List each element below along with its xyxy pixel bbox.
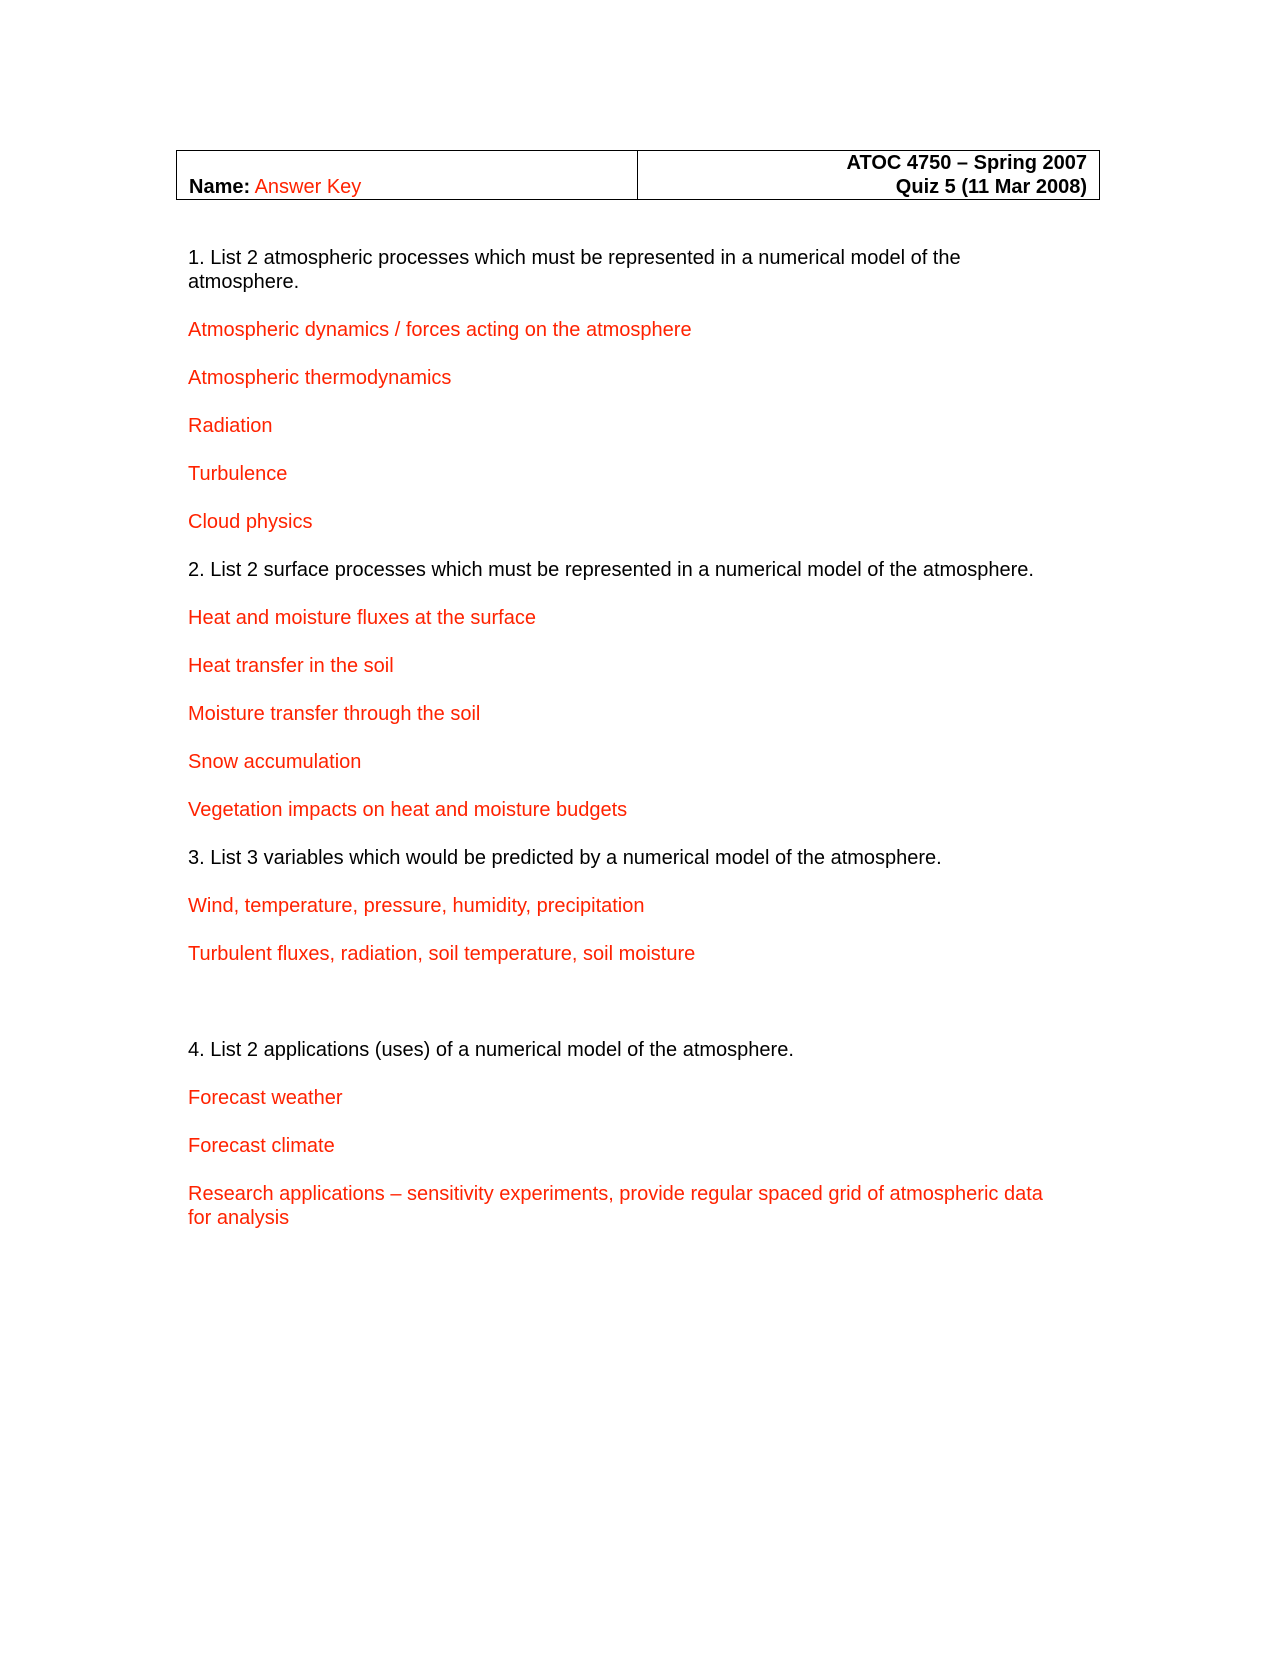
question-1-line-1: 1. List 2 atmospheric processes which must be represented in a numerical model of the — [188, 247, 961, 269]
answer-3-1: Wind, temperature, pressure, humidity, precipitation — [188, 895, 645, 917]
name-cell — [177, 151, 638, 200]
header-table — [176, 150, 1100, 200]
answer-4-2: Forecast climate — [188, 1135, 335, 1157]
answer-4-3-line-2: for analysis — [188, 1207, 290, 1229]
question-3: 3. List 3 variables which would be predicted by a numerical model of the atmosphere. — [188, 847, 942, 869]
name-value: Answer Key — [254, 176, 362, 198]
answer-4-3 — [188, 1182, 1088, 1230]
answer-3-2: Turbulent fluxes, radiation, soil temperature, soil moisture — [188, 943, 696, 965]
answer-2-4: Snow accumulation — [188, 751, 362, 773]
answer-2-1: Heat and moisture fluxes at the surface — [188, 607, 536, 629]
quiz-content — [188, 246, 1088, 1254]
answer-1-1: Atmospheric dynamics / forces acting on the atmosphere — [188, 319, 692, 341]
answer-4-1: Forecast weather — [188, 1087, 343, 1109]
question-4: 4. List 2 applications (uses) of a numerical model of the atmosphere. — [188, 1039, 794, 1061]
answer-2-5: Vegetation impacts on heat and moisture budgets — [188, 799, 628, 821]
name-label: Name: — [189, 176, 251, 198]
course-title: ATOC 4750 – Spring 2007 — [846, 152, 1087, 174]
question-2: 2. List 2 surface processes which must be represented in a numerical model of the atmosphere. — [188, 559, 1034, 581]
answer-1-3: Radiation — [188, 415, 273, 437]
answer-1-5: Cloud physics — [188, 511, 313, 533]
answer-4-3-line-1: Research applications – sensitivity experiments, provide regular spaced grid of atmospheric data — [188, 1183, 1043, 1205]
course-info-cell — [638, 151, 1100, 200]
header-row — [177, 151, 1100, 200]
answer-2-2: Heat transfer in the soil — [188, 655, 394, 677]
question-1 — [188, 246, 1088, 294]
question-1-line-2: atmosphere. — [188, 271, 300, 293]
answer-1-2: Atmospheric thermodynamics — [188, 367, 452, 389]
quiz-title: Quiz 5 (11 Mar 2008) — [895, 176, 1087, 198]
answer-2-3: Moisture transfer through the soil — [188, 703, 481, 725]
section-spacer — [188, 990, 1088, 1038]
answer-1-4: Turbulence — [188, 463, 288, 485]
